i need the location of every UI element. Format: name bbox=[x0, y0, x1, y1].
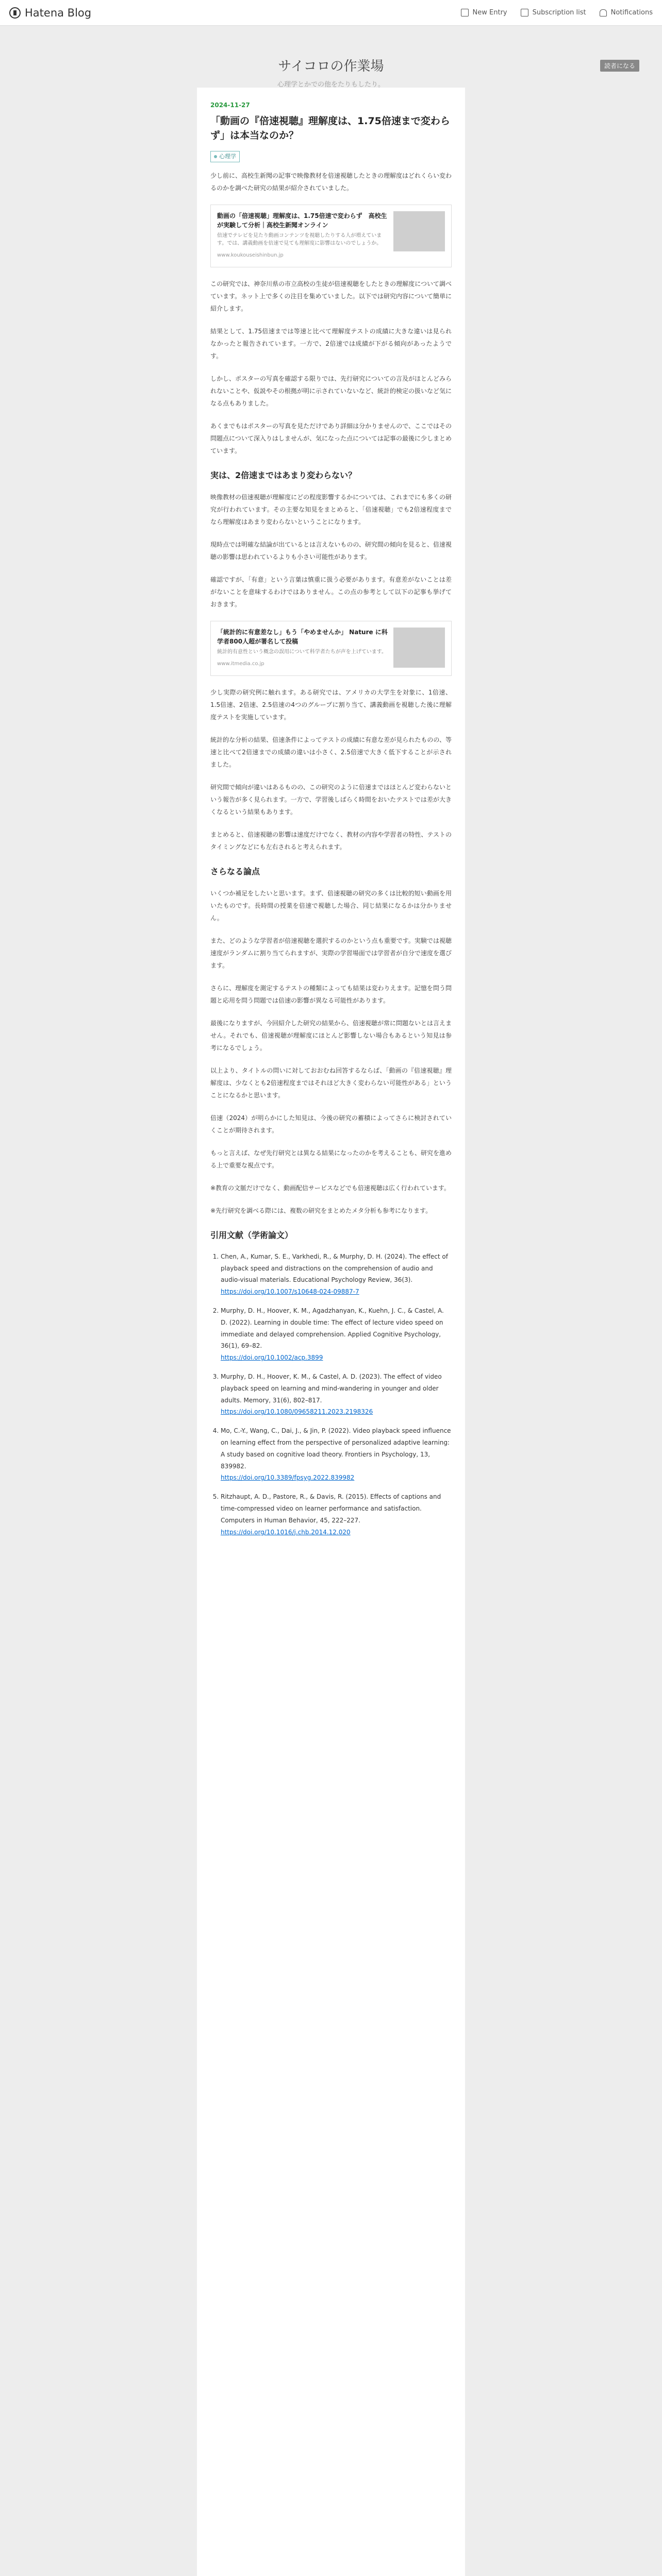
paragraph: 確認ですが、「有意」という言葉は慎重に扱う必要があります。有意差がないことは差がないことを意味するわけではありません。この点の参考として以下の記事も挙げておきます。 bbox=[210, 575, 452, 608]
article-title[interactable]: 「動画の『倍速視聴』理解度は、1.75倍速まで変わらず」は本当なのか？ bbox=[210, 115, 450, 141]
reference-text: Murphy, D. H., Hoover, K. M., Agadzhanyan, K., Kuehn, J. C., & Castel, A. D. (2022). Learning in double time: The effect of lecture video speed on immediate and delayed comprehension. Applied Cognitive Psychology, 36(1), 69–82. bbox=[221, 1307, 444, 1350]
paragraph: この研究では、神奈川県の市立高校の生徒が倍速視聴をしたときの理解度について調べています。ネット上で多くの注目を集めていました。以下では研究内容について簡単に紹介します。 bbox=[210, 280, 452, 312]
paragraph: もっと言えば、なぜ先行研究とは異なる結果になったのかを考えることも、研究を進める上で重要な視点です。 bbox=[210, 1149, 452, 1169]
category-label: 心理学 bbox=[219, 153, 236, 160]
paragraph: しかし、ポスターの写真を確認する限りでは、先行研究についての言及がほとんどみられないことや、仮説やその根拠が明に示されていないなど、統計的検定の扱いなど気になる点もありました。 bbox=[210, 375, 452, 407]
paragraph: 現時点では明確な結論が出ているとは言えないものの、研究間の傾向を見ると、倍速視聴の影響は思われているよりも小さい可能性があります。 bbox=[210, 540, 452, 561]
new-entry-button[interactable] bbox=[461, 9, 507, 16]
paragraph: 映像教材の倍速視聴が理解度にどの程度影響するかについては、これまでにも多くの研究が行われています。その主要な知見をまとめると、「倍速視聴」でも2倍速程度までなら理解度はあまり変わらないということになります。 bbox=[210, 493, 452, 526]
section-heading: 実は、2倍速まではあまり変わらない？ bbox=[210, 470, 357, 480]
hatena-logo-icon bbox=[9, 7, 21, 19]
subscription-list-button[interactable] bbox=[521, 9, 586, 16]
card-description: 倍速でテレビを見たり動画コンテンツを視聴したりする人が増えています。では、講義動画を倍速で見ても理解度に影響はないのでしょうか。 bbox=[217, 232, 382, 246]
paragraph: いくつか補足をしたいと思います。まず、倍速視聴の研究の多くは比較的短い動画を用いたものです。長時間の授業を倍速で視聴した場合、同じ結果になるかは分かりません。 bbox=[210, 889, 452, 922]
note: ※教育の文脈だけでなく、動画配信サービスなどでも倍速視聴は広く行われています。 bbox=[210, 1184, 450, 1192]
logo-text: Hatena Blog bbox=[25, 6, 92, 19]
note: ※先行研究を調べる際には、複数の研究をまとめたメタ分析も参考になります。 bbox=[210, 1207, 432, 1214]
reference-list bbox=[210, 1251, 452, 1538]
hatena-logo[interactable] bbox=[9, 7, 91, 19]
reference-item bbox=[221, 1425, 452, 1484]
edit-icon bbox=[461, 9, 469, 16]
section-heading: さらなる論点 bbox=[210, 866, 260, 876]
paragraph: まとめると、倍速視聴の影響は速度だけでなく、教材の内容や学習者の特性、テストのタイミングなどにも左右されると考えられます。 bbox=[210, 831, 452, 851]
paragraph: さらに、理解度を測定するテストの種類によっても結果は変わりえます。記憶を問う問題と応用を問う問題では倍速の影響が異なる可能性があります。 bbox=[210, 984, 452, 1004]
reference-doi-link[interactable]: https://doi.org/10.1007/s10648-024-09887-7 bbox=[221, 1288, 359, 1296]
paragraph: 倍速（2024）が明らかにした知見は、今後の研究の蓄積によってさらに検討されていくことが期待されます。 bbox=[210, 1114, 452, 1134]
article bbox=[197, 88, 465, 2576]
paragraph: 以上より、タイトルの問いに対しておおむね回答するならば、「動画の『倍速視聴』理解度は、少なくとも2倍速程度まではそれほど大きく変わらない可能性がある」ということになるかと思います。 bbox=[210, 1066, 452, 1099]
card-thumbnail bbox=[393, 211, 445, 251]
reference-item bbox=[221, 1305, 452, 1364]
references-heading: 引用文献（学術論文） bbox=[210, 1230, 293, 1240]
paragraph: 少し実際の研究例に触れます。ある研究では、アメリカの大学生を対象に、1倍速、1.5倍速、2倍速、2.5倍速の4つのグループに割り当て、講義動画を視聴した後に理解度テストを実施しています。 bbox=[210, 688, 452, 721]
reference-text: Chen, A., Kumar, S. E., Varkhedi, R., & Murphy, D. H. (2024). The effect of playback speed and distractions on the comprehension of audio and audio-visual materials. Educational Psychology Review, 36(3). bbox=[221, 1252, 448, 1284]
category-dot-icon bbox=[214, 155, 217, 158]
reference-item bbox=[221, 1371, 452, 1418]
paragraph: また、どのような学習者が倍速視聴を選択するのかという点も重要です。実験では視聴速度がランダムに割り当てられますが、実際の学習場面では学習者が自分で速度を選びます。 bbox=[210, 937, 452, 969]
card-site: www.koukouseishinbun.jp bbox=[217, 252, 284, 258]
card-body bbox=[217, 628, 388, 669]
bell-icon bbox=[600, 9, 607, 16]
paragraph: 統計的な分析の結果、倍速条件によってテストの成績に有意な差が見られたものの、等速と比べて2倍速までの成績の違いは小さく、2.5倍速で大きく低下することが示されました。 bbox=[210, 736, 452, 768]
reference-doi-link[interactable]: https://doi.org/10.1016/j.chb.2014.12.020 bbox=[221, 1528, 351, 1536]
category-tag[interactable] bbox=[210, 151, 240, 162]
reference-item bbox=[221, 1491, 452, 1538]
new-entry-label: New Entry bbox=[472, 9, 507, 16]
top-bar bbox=[0, 0, 662, 26]
reference-doi-link[interactable]: https://doi.org/10.1002/acp.3899 bbox=[221, 1354, 323, 1362]
blog-title[interactable]: サイコロの作業場 bbox=[278, 59, 384, 74]
subscribe-reader-button[interactable]: 読者になる bbox=[600, 60, 639, 72]
top-actions bbox=[461, 9, 653, 16]
reference-text: Murphy, D. H., Hoover, K. M., & Castel, A. D. (2023). The effect of video playback speed on learning and mind-wandering in younger and older adults. Memory, 31(6), 802–817. bbox=[221, 1373, 442, 1404]
paragraph: 結果として、1.75倍速までは等速と比べて理解度テストの成績に大きな違いは見られなかったと報告されています。一方で、2倍速では成績が下がる傾向があったようです。 bbox=[210, 327, 452, 360]
intro-paragraph: 少し前に、高校生新聞の記事で映像教材を倍速視聴したときの理解度はどれくらい変わるのかを調べた研究の結果が紹介されていました。 bbox=[210, 172, 452, 192]
list-icon bbox=[521, 9, 528, 16]
reference-text: Mo, C.-Y., Wang, C., Dai, J., & Jin, P. (2022). Video playback speed influence on learning effect from the perspective of personalized adaptive learning: A study based on cognitive load theory. Frontiers in Psychology, 13, 839982. bbox=[221, 1427, 451, 1470]
notifications-button[interactable] bbox=[600, 9, 653, 16]
subscription-label: Subscription list bbox=[532, 9, 586, 16]
card-title: 「統計的に有意差なし」もう「やめませんか」 Nature に科学者800人超が署名して投稿 bbox=[217, 628, 388, 645]
embed-card-itmedia[interactable] bbox=[210, 621, 452, 676]
card-description: 統計的有意性という概念の誤用について科学者たちが声を上げています。 bbox=[217, 649, 387, 655]
blog-header bbox=[0, 26, 662, 89]
blog-description: 心理学とかでの他をたりもしたり。 bbox=[277, 81, 385, 89]
notifications-label: Notifications bbox=[610, 9, 653, 16]
reference-doi-link[interactable]: https://doi.org/10.3389/fpsyg.2022.839982 bbox=[221, 1474, 355, 1482]
paragraph: あくまでもはポスターの写真を見ただけであり詳細は分かりませんので、ここではその問題点について深入りはしませんが、気になった点については記事の最後に少しまとめています。 bbox=[210, 422, 452, 454]
reference-doi-link[interactable]: https://doi.org/10.1080/09658211.2023.2198326 bbox=[221, 1408, 373, 1416]
paragraph: 研究間で傾向が違いはあるものの、この研究のように倍速まではほとんど変わらないという報告が多く見られます。一方で、学習後しばらく時間をおいたテストでは差が大きくなるという結果もあります。 bbox=[210, 783, 452, 816]
card-title: 動画の「倍速視聴」理解度は、1.75倍速で変わらず 高校生が実験して分析｜高校生新聞オンライン bbox=[217, 212, 387, 229]
article-date[interactable]: 2024-11-27 bbox=[210, 101, 250, 109]
reference-text: Ritzhaupt, A. D., Pastore, R., & Davis, R. (2015). Effects of captions and time-compressed video on learner performance and satisfaction. Computers in Human Behavior, 45, 222–227. bbox=[221, 1493, 441, 1524]
card-body bbox=[217, 211, 388, 261]
embed-card-news[interactable] bbox=[210, 205, 452, 267]
paragraph: 最後になりますが、今回紹介した研究の結果から、倍速視聴が常に問題ないとは言えません。それでも、倍速視聴が理解度にほとんど影響しない場合もあるという知見は参考になるでしょう。 bbox=[210, 1019, 452, 1052]
card-site: www.itmedia.co.jp bbox=[217, 660, 264, 667]
reference-item bbox=[221, 1251, 452, 1298]
card-thumbnail bbox=[393, 628, 445, 668]
